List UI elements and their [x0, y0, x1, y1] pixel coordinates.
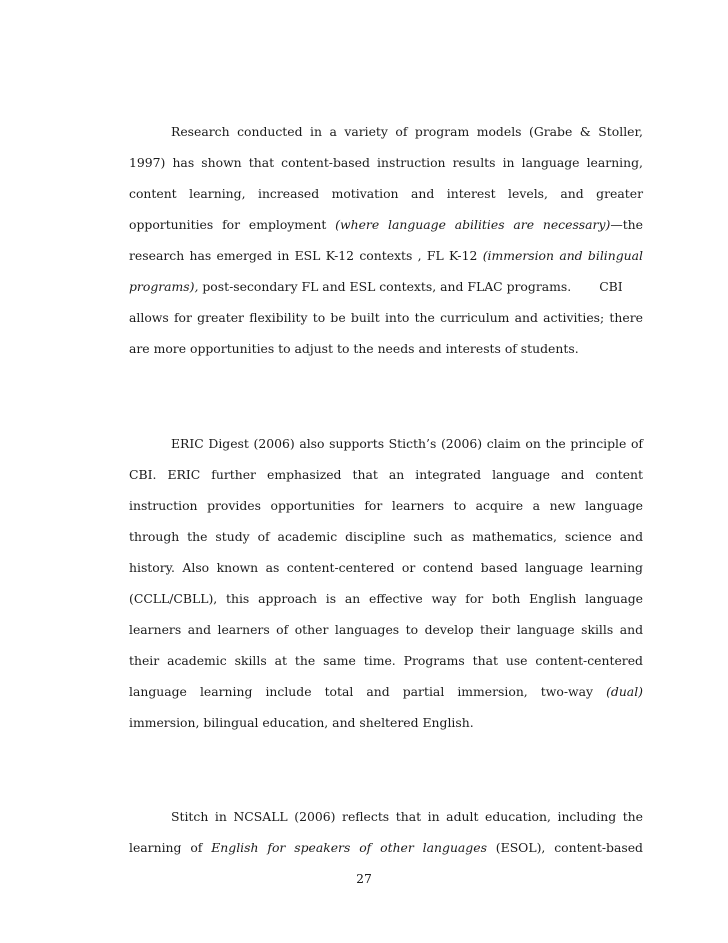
text-run: learning of: [129, 840, 212, 855]
text-run: language learning include total and partial immersion, two-way: [129, 684, 607, 699]
text-run: research has emerged in ESL K-12 contexts , FL K-12: [129, 248, 483, 263]
text-run: ERIC Digest (2006) also supports Sticth’s (2006) claim on the principle of: [171, 436, 643, 451]
text-line: [129, 217, 643, 248]
page-number: 27: [356, 871, 372, 886]
paragraph-eric-digest: [129, 436, 643, 746]
text-line: learners and learners of other languages to develop their language skills and: [129, 622, 643, 637]
text-line: content learning, increased motivation and interest levels, and greater: [129, 186, 643, 201]
text-line: [129, 248, 643, 279]
text-run: (ESOL), content-based: [486, 840, 643, 855]
text-line: [129, 840, 643, 871]
text-line: instruction provides opportunities for learners to acquire a new language: [129, 498, 643, 513]
text-line: [129, 809, 643, 840]
text-run: CBI: [599, 279, 623, 294]
text-line: 1997) has shown that content-based instruction results in language learning,: [129, 155, 643, 170]
italic-text-run: (where language abilities are necessary): [335, 217, 611, 232]
text-line: CBI. ERIC further emphasized that an integrated language and content: [129, 467, 643, 482]
paragraph-cbi-research: [129, 124, 643, 372]
text-line: history. Also known as content-centered or contend based language learning: [129, 560, 643, 575]
italic-text-run: English for speakers of other languages: [211, 840, 487, 855]
text-run: Stitch in NCSALL (2006) reflects that in adult education, including the: [171, 809, 643, 824]
italic-text-run: programs),: [129, 279, 199, 294]
text-line: their academic skills at the same time. Programs that use content-centered: [129, 653, 643, 668]
text-run: —the: [610, 217, 643, 232]
text-run: Research conducted in a variety of program models (Grabe & Stoller,: [171, 124, 643, 139]
italic-text-run: (immersion and bilingual: [482, 248, 643, 263]
text-line: [129, 436, 643, 467]
text-line: [129, 124, 643, 155]
text-run: post-secondary FL and ESL contexts, and FLAC programs.: [198, 279, 572, 294]
text-line: are more opportunities to adjust to the needs and interests of students.: [129, 341, 579, 356]
italic-text-run: (dual): [606, 684, 643, 699]
text-line: immersion, bilingual education, and sheltered English.: [129, 715, 474, 730]
text-line: [129, 279, 643, 310]
text-line: allows for greater flexibility to be built into the curriculum and activities; there: [129, 310, 643, 325]
text-line: through the study of academic discipline such as mathematics, science and: [129, 529, 643, 544]
text-run: opportunities for employment: [129, 217, 336, 232]
paragraph-ncsall: [129, 809, 643, 871]
text-line: [129, 684, 643, 715]
text-line: (CCLL/CBLL), this approach is an effective way for both English language: [129, 591, 643, 606]
